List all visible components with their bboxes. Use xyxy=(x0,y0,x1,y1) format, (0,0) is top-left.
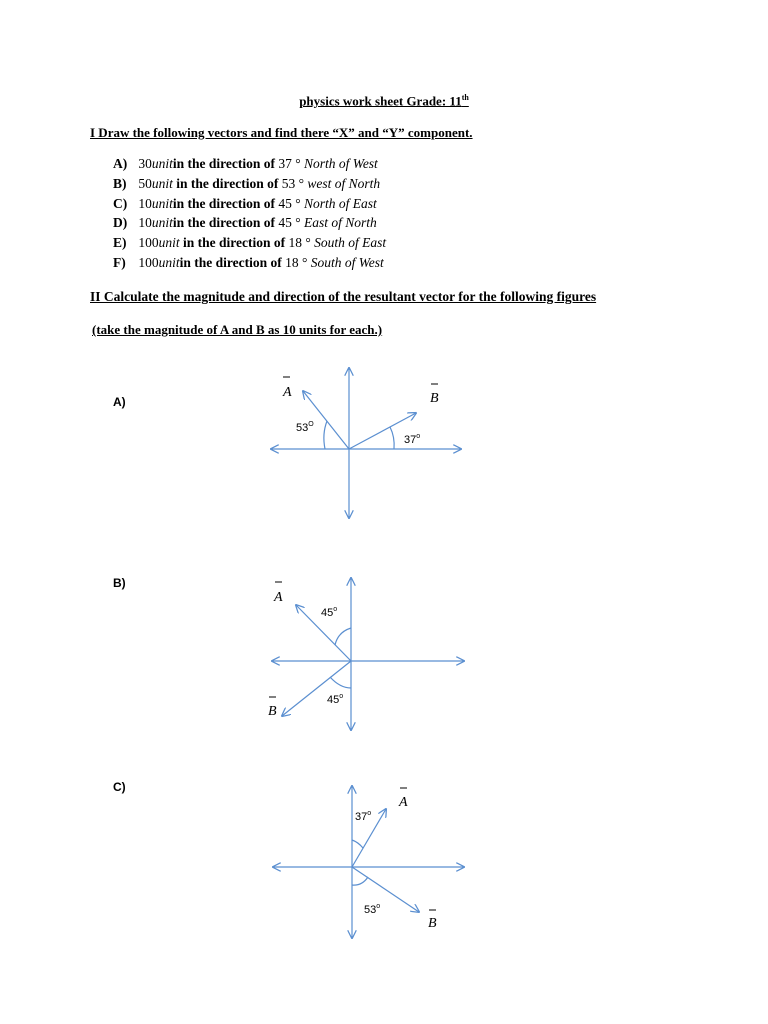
angle-b-label: 45$^o$ xyxy=(327,693,344,706)
list-item: E) 100unit in the direction of 18 ° South of East xyxy=(113,235,387,251)
vector-a-label xyxy=(398,788,408,810)
section-2-note: (take the magnitude of A and B as 10 units for each.) xyxy=(92,322,383,337)
angle-arc-a xyxy=(352,840,363,848)
figure-b-diagram xyxy=(272,578,464,730)
vector-a-arrow xyxy=(303,391,349,449)
angle-arc-b xyxy=(330,677,351,688)
vector-b-arrow xyxy=(282,661,351,716)
vector-b-arrow xyxy=(352,867,419,912)
page-title: physics work sheet Grade: 11th xyxy=(299,93,469,109)
angle-a-label: 37$^o$ xyxy=(355,810,372,823)
vector-a-label xyxy=(273,582,283,605)
svg-text:B: B xyxy=(268,704,277,719)
svg-text:A: A xyxy=(399,795,408,810)
list-item: B) 50unit in the direction of 53 ° west of North xyxy=(113,175,381,191)
list-item: F) 100unitin the direction of 18 ° South of West xyxy=(113,254,384,270)
vector-a-label xyxy=(282,377,292,400)
svg-text:B: B xyxy=(430,391,439,406)
section-2-heading: II Calculate the magnitude and direction of the resultant vector for the following figures xyxy=(90,289,597,304)
vector-b-label xyxy=(268,697,277,719)
section-1-heading: I Draw the following vectors and find there “X” and “Y” component. xyxy=(90,125,473,140)
list-item: D) 10unitin the direction of 45 ° East of North xyxy=(113,215,377,231)
list-item: C) 10unitin the direction of 45 ° North of East xyxy=(113,195,377,211)
angle-b-label: 53$^o$ xyxy=(364,903,381,916)
angle-a-label: 45$^o$ xyxy=(321,606,338,619)
svg-text:B: B xyxy=(428,916,437,931)
svg-text:A: A xyxy=(274,590,283,605)
angle-arc-a xyxy=(335,628,351,645)
figure-a-label: A) xyxy=(113,395,126,409)
figure-b-label: B) xyxy=(113,576,126,590)
figure-c-label: C) xyxy=(113,780,126,794)
list-item: A) 30unitin the direction of 37 ° North of West xyxy=(113,156,378,171)
vector-b-label xyxy=(428,910,437,931)
angle-arc-b xyxy=(352,877,368,885)
vector-b-label xyxy=(430,384,439,406)
angle-a-label: $53^O$ xyxy=(296,421,314,434)
angle-b-label: 37$^o$ xyxy=(404,433,421,446)
angle-arc-a xyxy=(324,421,327,449)
svg-text:A: A xyxy=(283,385,292,400)
angle-arc-b xyxy=(390,427,394,449)
